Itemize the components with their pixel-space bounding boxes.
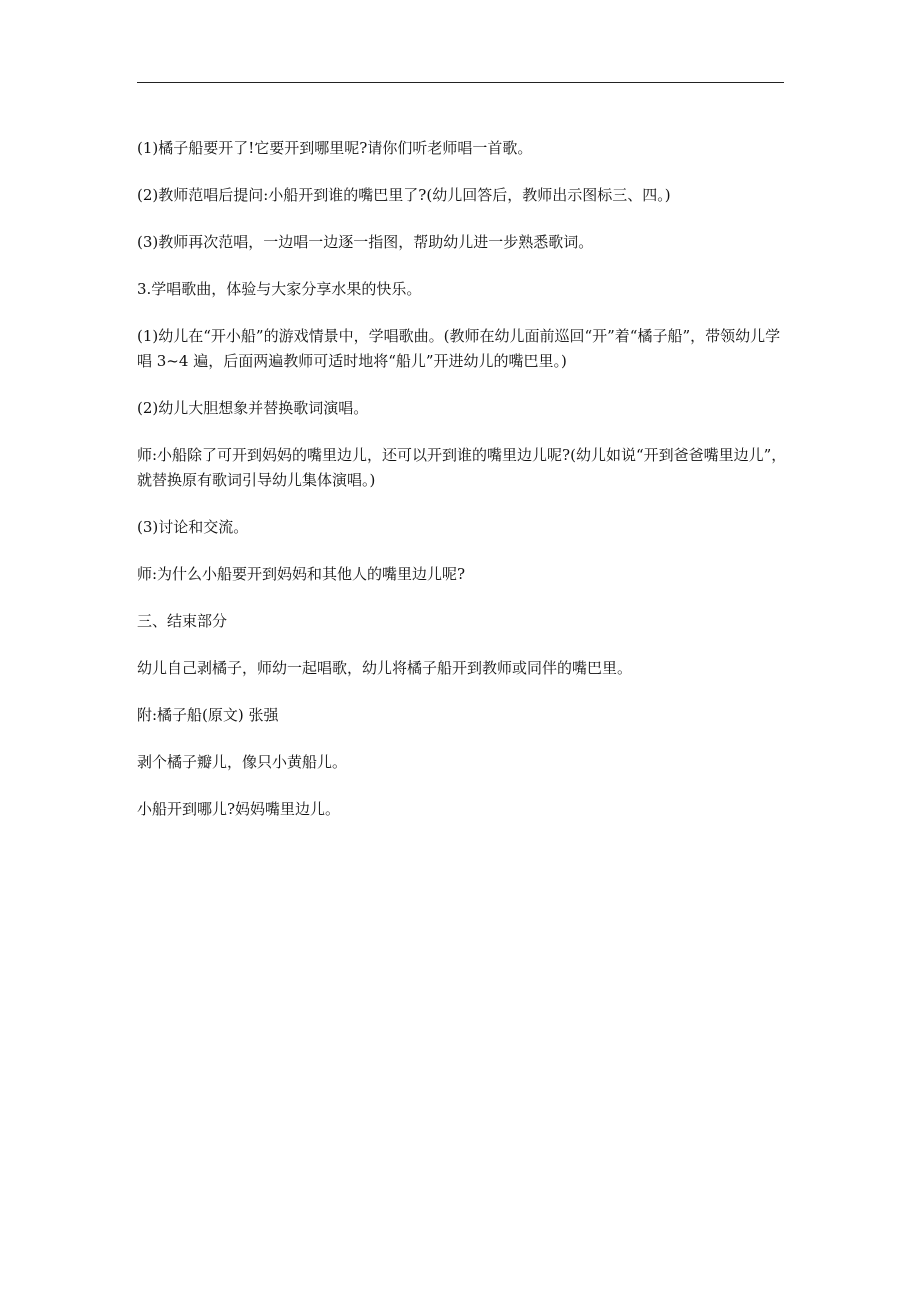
document-body: [137, 136, 787, 844]
poem-line-1: 剥个橘子瓣儿，像只小黄船儿。: [137, 753, 348, 771]
paragraph-sing-2: (2)幼儿大胆想象并替换歌词演唱。: [137, 399, 369, 417]
paragraph-teacher-why: 师:为什么小船要开到妈妈和其他人的嘴里边儿呢?: [137, 565, 466, 583]
paragraph-step-2: (2)教师范唱后提问:小船开到谁的嘴巴里了?(幼儿回答后，教师出示图标三、四。): [137, 186, 671, 204]
paragraph-teacher-question: 师:小船除了可开到妈妈的嘴里边儿，还可以开到谁的嘴里边儿呢?(幼儿如说“开到爸爸嘴里边儿”，就替换原有歌词引导幼儿集体演唱。): [137, 446, 787, 489]
section-heading-ending: 三、结束部分: [137, 612, 228, 630]
paragraph-discussion: (3)讨论和交流。: [137, 518, 249, 536]
paragraph-step-3: (3)教师再次范唱，一边唱一边逐一指图，帮助幼儿进一步熟悉歌词。: [137, 233, 594, 251]
paragraph-step-1: (1)橘子船要开了!它要开到哪里呢?请你们听老师唱一首歌。: [137, 139, 533, 157]
paragraph-ending: 幼儿自己剥橘子，师幼一起唱歌，幼儿将橘子船开到教师或同伴的嘴巴里。: [137, 659, 633, 677]
header-divider: [137, 82, 784, 83]
section-heading-3: 3.学唱歌曲，体验与大家分享水果的快乐。: [137, 280, 422, 298]
appendix-title: 附:橘子船(原文) 张强: [137, 706, 279, 724]
paragraph-sing-1: (1)幼儿在“开小船”的游戏情景中，学唱歌曲。(教师在幼儿面前巡回“开”着“橘子船”，带领幼儿学唱 3~4 遍，后面两遍教师可适时地将“船儿”开进幼儿的嘴巴里。): [137, 327, 781, 370]
poem-line-2: 小船开到哪儿?妈妈嘴里边儿。: [137, 800, 341, 818]
